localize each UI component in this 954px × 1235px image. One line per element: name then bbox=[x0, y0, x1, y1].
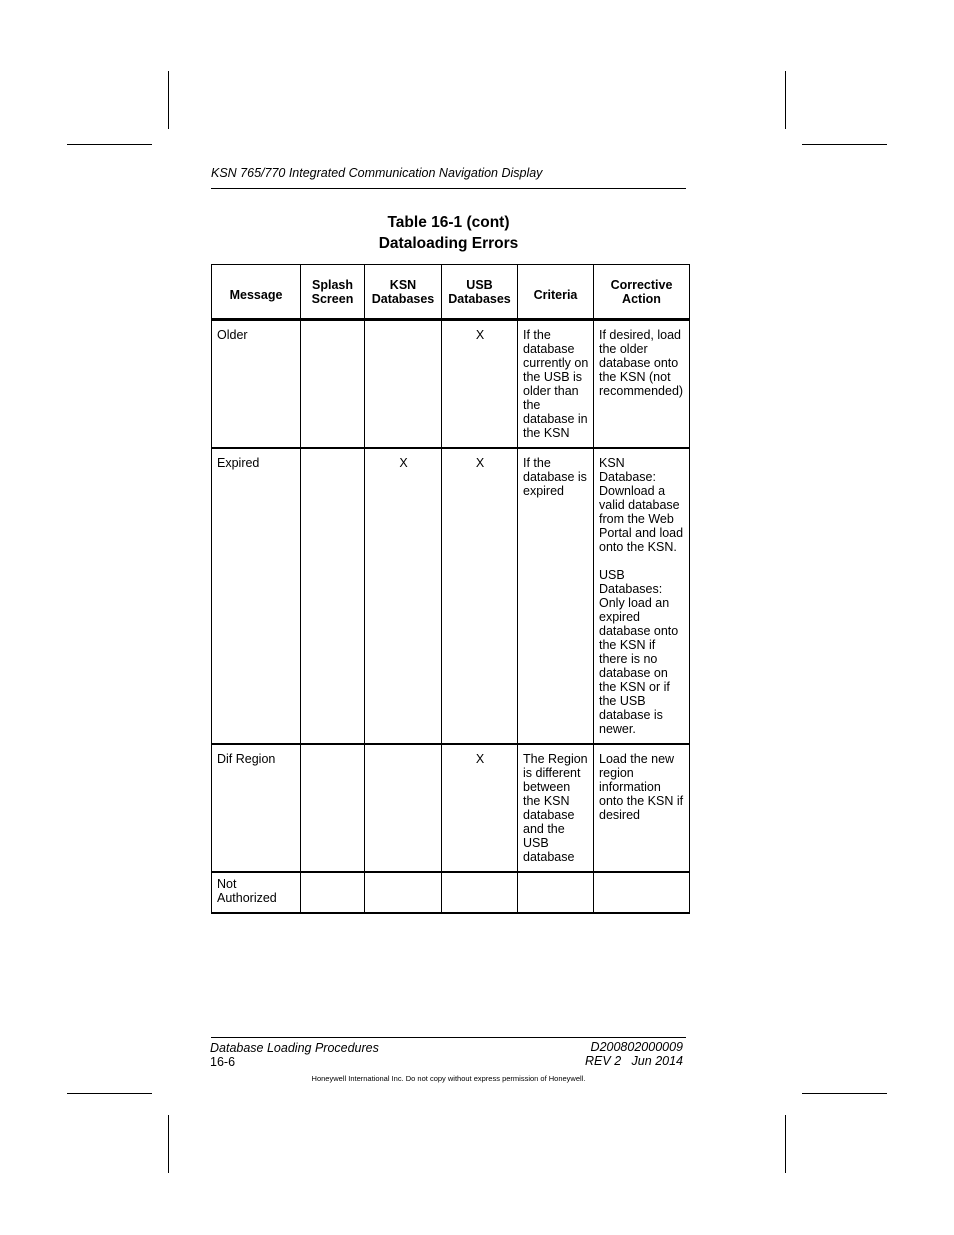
usb-cell: X bbox=[442, 320, 518, 449]
header-rule bbox=[211, 188, 686, 189]
crop-mark bbox=[67, 1093, 152, 1094]
action-cell bbox=[594, 448, 690, 744]
column-header: USB Databases bbox=[442, 265, 518, 320]
splash-cell bbox=[301, 320, 365, 449]
action-text: KSN Database: Download a valid database from the Web Portal and load onto the KSN. bbox=[599, 456, 684, 554]
splash-cell bbox=[301, 744, 365, 872]
splash-cell bbox=[301, 872, 365, 913]
column-header: Criteria bbox=[518, 265, 594, 320]
dataloading-errors-table bbox=[211, 264, 690, 914]
crop-mark bbox=[168, 1115, 169, 1173]
copyright-notice: Honeywell International Inc. Do not copy without express permission of Honeywell. bbox=[311, 1074, 586, 1083]
table-header-row bbox=[212, 265, 690, 320]
table-row bbox=[212, 872, 690, 913]
column-header: KSN Databases bbox=[365, 265, 442, 320]
table-number: Table 16-1 (cont) bbox=[387, 214, 510, 231]
document-number: D200802000009 bbox=[590, 1040, 683, 1054]
crop-mark bbox=[785, 71, 786, 129]
table-caption: Dataloading Errors bbox=[378, 235, 519, 252]
crop-mark bbox=[802, 1093, 887, 1094]
footer-right bbox=[585, 1040, 683, 1068]
usb-cell bbox=[442, 872, 518, 913]
action-text: Load the new region information onto the KSN if desired bbox=[599, 752, 684, 822]
table-row bbox=[212, 448, 690, 744]
crop-mark bbox=[802, 144, 887, 145]
crop-mark bbox=[67, 144, 152, 145]
message-cell: Older bbox=[212, 320, 301, 449]
action-cell bbox=[594, 872, 690, 913]
message-cell: Dif Region bbox=[212, 744, 301, 872]
table-row bbox=[212, 320, 690, 449]
action-cell bbox=[594, 744, 690, 872]
action-text: USB Databases: Only load an expired database onto the KSN if there is no database on the KSN or if the USB database is newer. bbox=[599, 568, 679, 736]
page-number: 16-6 bbox=[210, 1055, 236, 1069]
usb-cell: X bbox=[442, 448, 518, 744]
message-cell: Not Authorized bbox=[212, 872, 301, 913]
footer-left bbox=[210, 1041, 379, 1069]
splash-cell bbox=[301, 448, 365, 744]
criteria-cell bbox=[518, 872, 594, 913]
crop-mark bbox=[785, 1115, 786, 1173]
action-cell bbox=[594, 320, 690, 449]
criteria-cell: If the database currently on the USB is older than the database in the KSN bbox=[518, 320, 594, 449]
criteria-cell: If the database is expired bbox=[518, 448, 594, 744]
ksn-cell bbox=[365, 872, 442, 913]
message-cell: Expired bbox=[212, 448, 301, 744]
ksn-cell bbox=[365, 320, 442, 449]
column-header: Splash Screen bbox=[301, 265, 365, 320]
action-text: If desired, load the older database onto the KSN (not recommended) bbox=[599, 328, 684, 398]
column-header: Corrective Action bbox=[594, 265, 690, 320]
table-row bbox=[212, 744, 690, 872]
criteria-cell: The Region is different between the KSN database and the USB database bbox=[518, 744, 594, 872]
footer-rule bbox=[211, 1037, 686, 1038]
column-header: Message bbox=[212, 265, 301, 320]
revision-date: REV 2 Jun 2014 bbox=[585, 1054, 683, 1068]
usb-cell: X bbox=[442, 744, 518, 872]
footer-section-title: Database Loading Procedures bbox=[210, 1041, 379, 1055]
running-header: KSN 765/770 Integrated Communication Navigation Display bbox=[211, 166, 543, 180]
ksn-cell bbox=[365, 744, 442, 872]
crop-mark bbox=[168, 71, 169, 129]
ksn-cell: X bbox=[365, 448, 442, 744]
